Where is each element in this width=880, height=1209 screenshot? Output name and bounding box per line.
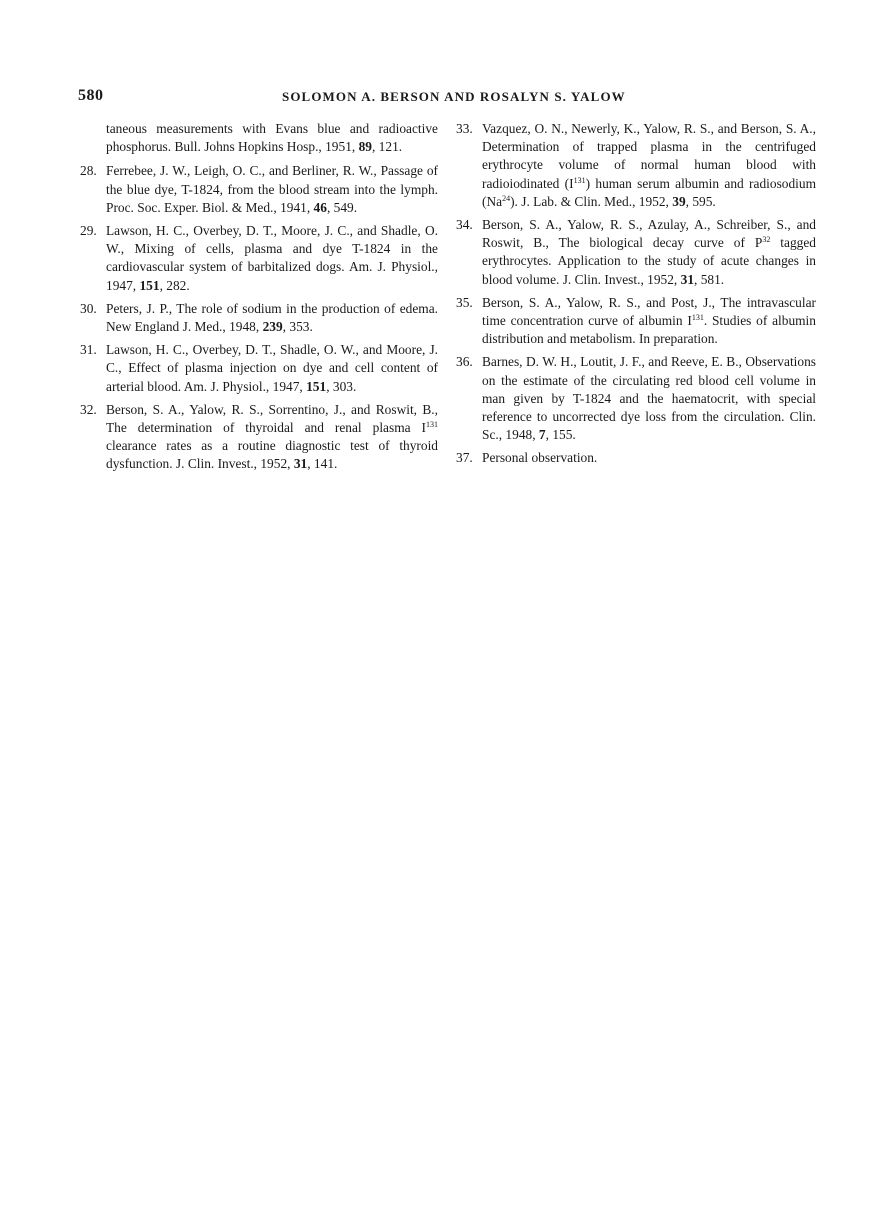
- reference-item-33: 33. Vazquez, O. N., Newerly, K., Yalow, R. S., and Berson, S. A., Determination of trapped plasma in the centrifuged erythrocyte volume of normal human blood with radioiodinated $(I^{131})$ human serum albumin and radiosodium (Na$^{24}$). J. Lab. & Clin. Med., 1952, 39, 595.: [456, 121, 816, 209]
- reference-number: 29.: [80, 223, 97, 239]
- reference-continuation: taneous measurements with Evans blue and radioactive phosphorus. Bull. Johns Hopkins Hosp., 1951, 89, 121.: [106, 121, 438, 155]
- reference-number: 37.: [456, 450, 473, 466]
- reference-number: 31.: [80, 342, 97, 358]
- reference-number: 30.: [80, 300, 97, 316]
- reference-column-left: [78, 120, 438, 479]
- reference-item-31: 31. Lawson, H. C., Overbey, D. T., Shadle, O. W., and Moore, J. C., Effect of plasma injection on dye and cell content of arterial blood. Am. J. Physiol., 1947, 151, 303.: [80, 342, 438, 394]
- page-number: 580: [78, 87, 104, 104]
- running-head-authors: SOLOMON A. BERSON AND ROSALYN S. YALOW: [282, 89, 626, 104]
- reference-item-36: 36. Barnes, D. W. H., Loutit, J. F., and Reeve, E. B., Observations on the estimate of the circulating red blood cell volume in man given by T-1824 and the haematocrit, with special reference to uncorrected dye loss from the circulation. Clin. Sc., 1948, 7, 155.: [456, 354, 816, 443]
- running-header: [0, 87, 880, 107]
- reference-item-30: 30. Peters, J. P., The role of sodium in the production of edema. New England J. Med., 1948, 239, 353.: [80, 300, 438, 335]
- reference-item-35: 35. Berson, S. A., Yalow, R. S., and Post, J., The intravascular time concentration curve of albumin $I^{131}$. Studies of albumin distribution and metabolism. In preparation.: [456, 294, 816, 347]
- reference-item-32: 32. Berson, S. A., Yalow, R. S., Sorrentino, J., and Roswit, B., The determination of thyroidal and renal plasma $I^{131}$ clearance rates as a routine diagnostic test of thyroid dysfunction. J. Clin. Invest., 1952, 31, 141.: [80, 401, 438, 472]
- reference-item-37: 37. Personal observation.: [454, 449, 816, 467]
- reference-number: 32.: [80, 401, 97, 417]
- reference-number: 33.: [456, 121, 473, 136]
- reference-number: 34.: [456, 217, 473, 233]
- reference-item-28: 28. Ferrebee, J. W., Leigh, O. C., and Berliner, R. W., Passage of the blue dye, T-1824, from the blood stream into the lymph. Proc. Soc. Exper. Biol. & Med., 1941, 46, 549.: [80, 163, 438, 215]
- reference-number: 36.: [456, 354, 473, 370]
- reference-number: 28.: [80, 163, 97, 179]
- reference-item-34: 34. Berson, S. A., Yalow, R. S., Azulay, A., Schreiber, S., and Roswit, B., The biological decay curve of $P^{32}$ tagged erythrocytes. Application to the study of acute changes in blood volume. J. Clin. Invest., 1952, 31, 581.: [456, 217, 816, 287]
- reference-item-29: 29. Lawson, H. C., Overbey, D. T., Moore, J. C., and Shadle, O. W., Mixing of cells, plasma and dye T-1824 in the cardiovascular system of barbitalized dogs. Am. J. Physiol., 1947, 151, 282.: [80, 223, 438, 293]
- reference-column-right: [454, 120, 816, 473]
- reference-number: 35.: [456, 294, 473, 310]
